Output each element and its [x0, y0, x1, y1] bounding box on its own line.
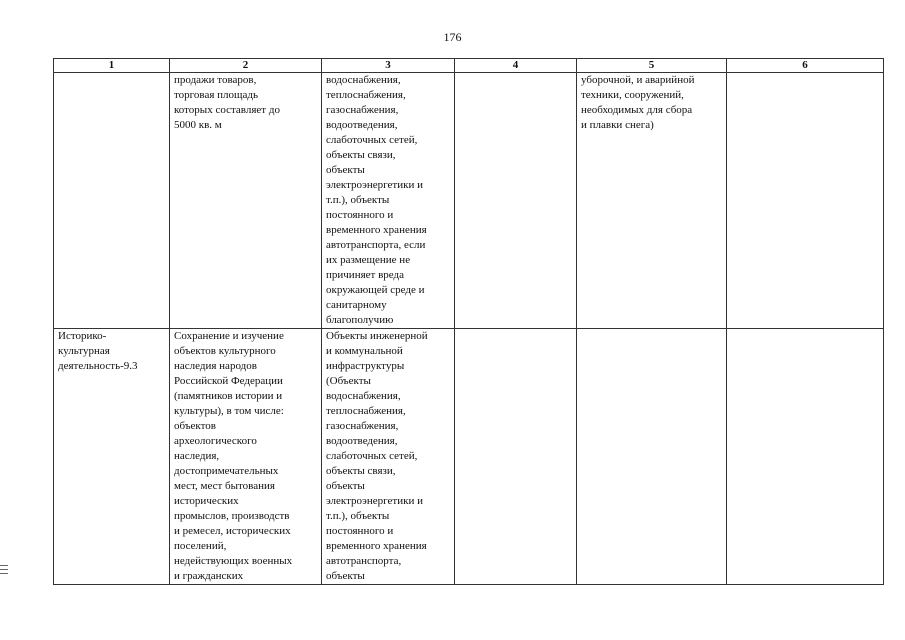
column-header-3: 3 [322, 59, 455, 73]
table-cell: Объекты инженерной и коммунальной инфраструктуры (Объекты водоснабжения, теплоснабжения, газоснабжения, водоотведения, слаботочных сетей, объекты связи, объекты электроэнергетики и т.п.), объекты постоянного и временного хранения автотранспорта, объекты [322, 329, 455, 585]
table-cell: Историко- культурная деятельность-9.3 [54, 329, 170, 585]
table-cell [455, 329, 577, 585]
column-header-2: 2 [170, 59, 322, 73]
table-cell: уборочной, и аварийной техники, сооружений, необходимых для сбора и плавки снега) [577, 73, 727, 329]
regulations-table [53, 58, 884, 585]
table-cell [577, 329, 727, 585]
column-header-4: 4 [455, 59, 577, 73]
table-row [54, 73, 884, 329]
page-number: 176 [443, 30, 462, 44]
scan-edge-mark [0, 565, 8, 577]
table-cell [727, 73, 884, 329]
table-cell [54, 73, 170, 329]
header-row [54, 59, 884, 73]
table-cell: водоснабжения, теплоснабжения, газоснабжения, водоотведения, слаботочных сетей, объекты связи, объекты электроэнергетики и т.п.), объекты постоянного и временного хранения автотранспорта, если их размещение не причиняет вреда окружающей среде и санитарному благополучию [322, 73, 455, 329]
column-header-6: 6 [727, 59, 884, 73]
table-cell [455, 73, 577, 329]
column-header-5: 5 [577, 59, 727, 73]
table-row [54, 329, 884, 585]
table-cell [727, 329, 884, 585]
table-cell: Сохранение и изучение объектов культурного наследия народов Российской Федерации (памятников истории и культуры), в том числе: объектов археологического наследия, достопримечательных мест, мест бытования исторических промыслов, производств и ремесел, исторических поселений, недействующих военных и гражданских [170, 329, 322, 585]
column-header-1: 1 [54, 59, 170, 73]
table-cell: продажи товаров, торговая площадь которых составляет до 5000 кв. м [170, 73, 322, 329]
